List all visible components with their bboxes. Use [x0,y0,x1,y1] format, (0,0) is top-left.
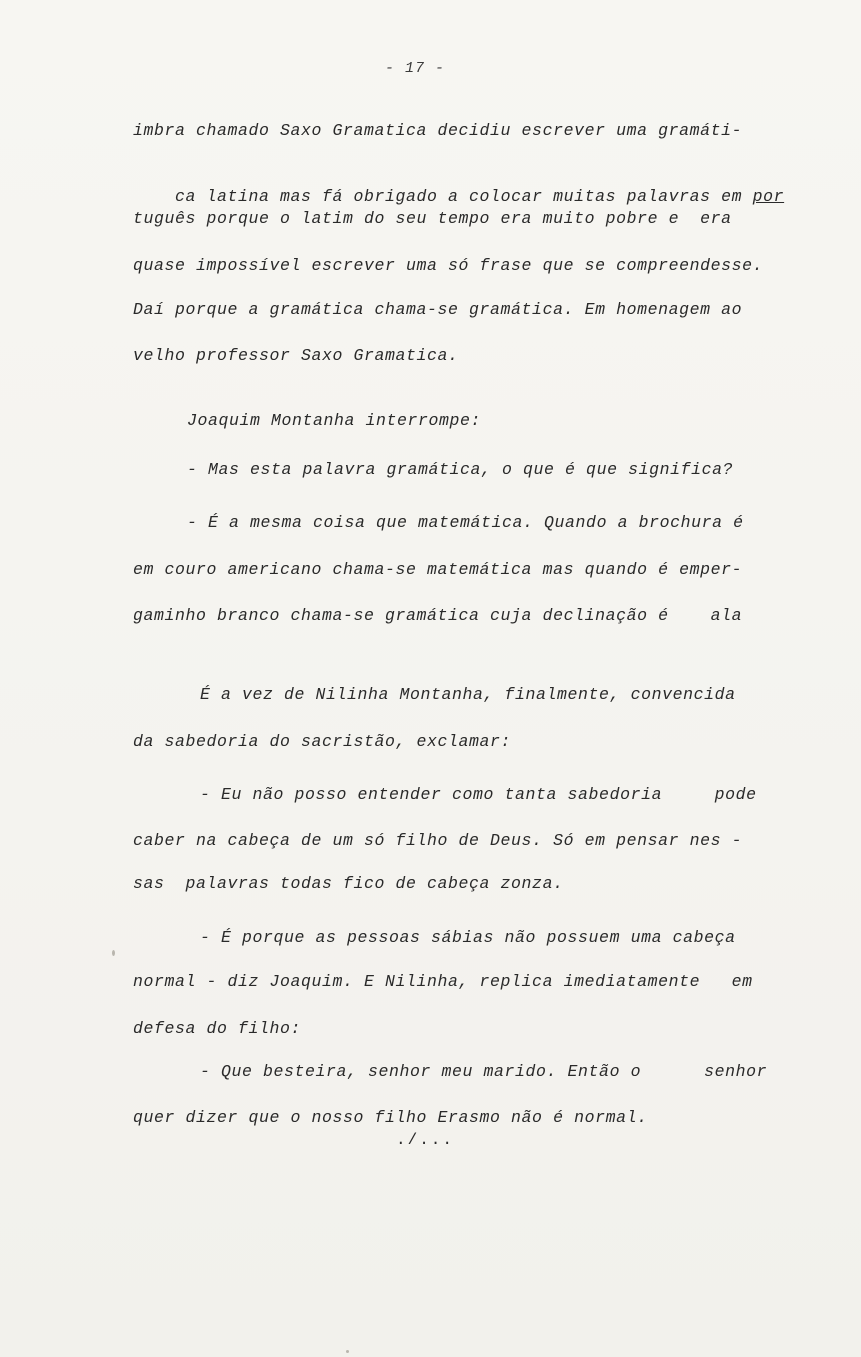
text-line-8: - Mas esta palavra gramática, o que é que significa? [187,460,734,479]
page-number: - 17 - [385,60,446,77]
text-line-20: - Que besteira, senhor meu marido. Então o senhor [200,1062,768,1081]
text-line-17: - É porque as pessoas sábias não possuem uma cabeça [200,928,736,947]
text-line-9: - É a mesma coisa que matemática. Quando a brochura é [187,513,744,532]
text-line-15: caber na cabeça de um só filho de Deus. Só em pensar nes - [133,831,743,850]
text-line-2-body: ca latina mas fá obrigado a colocar muitas palavras em [175,187,753,206]
text-line-18: normal - diz Joaquim. E Nilinha, replica imediatamente em [133,972,753,991]
text-line-4: quase impossível escrever uma só frase que se compreendesse. [133,256,764,275]
paper-speck [346,1350,349,1353]
text-line-5: Daí porque a gramática chama-se gramática. Em homenagem ao [133,300,743,319]
text-line-21: quer dizer que o nosso filho Erasmo não é normal. [133,1108,648,1127]
text-line-1: imbra chamado Saxo Gramatica decidiu escrever uma gramáti- [133,121,743,140]
text-line-6: velho professor Saxo Gramatica. [133,346,459,365]
paper-speck [112,950,115,956]
text-line-16: sas palavras todas fico de cabeça zonza. [133,874,564,893]
text-line-12: É a vez de Nilinha Montanha, finalmente, convencida [200,685,736,704]
continuation-mark: ./... [396,1131,455,1149]
text-line-13: da sabedoria do sacristão, exclamar: [133,732,512,751]
text-line-11: gaminho branco chama-se gramática cuja declinação é ala [133,606,743,625]
text-line-3: tuguês porque o latim do seu tempo era muito pobre e era [133,209,732,228]
text-line-10: em couro americano chama-se matemática mas quando é emper- [133,560,743,579]
text-line-14: - Eu não posso entender como tanta sabedoria pode [200,785,757,804]
text-line-2-underlined: por [752,187,785,206]
text-line-19: defesa do filho: [133,1019,302,1038]
text-line-7: Joaquim Montanha interrompe: [187,411,482,430]
